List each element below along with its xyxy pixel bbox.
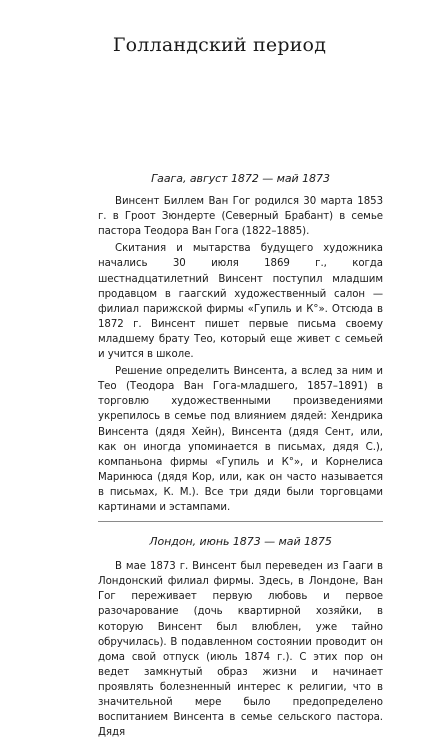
paragraph: Скитания и мытарства будущего художника начались 30 июля 1869 г., когда шестнадцатилетний Винсент поступил младшим продавцом в гаагский художественный салон — филиал парижской фирмы «Гупиль и К°». Отсюда в 1872 г. Винсент пишет первые письма своему младшему брату Тео, который еще живет с семьей и учится в школе.	[98, 243, 383, 361]
section-heading-hague: Гаага, август 1872 — май 1873	[151, 172, 330, 185]
paragraph: Винсент Биллем Ван Гог родился 30 марта 1853 г. в Гроот Зюндерте (Северный Брабант) в семье пастора Теодора Ван Гога (1822–1885).	[98, 196, 383, 238]
page-content	[98, 171, 383, 742]
paragraph: В мае 1873 г. Винсент был переведен из Гааги в Лондонский филиал фирмы. Здесь, в Лондоне, Ван Гог переживает первую любовь и первое разочарование (дочь квартирной хозяйки, в которую Винсент был влюблен, уже тайно обручилась). В подавленном состоянии проводит он дома свой отпуск (июль 1874 г.). С этих пор он ведет замкнутый образ жизни и начинает проявлять болезненный интерес к религии, что в значительной мере было предопределено воспитанием Винсента в семье сельского пастора. Дядя	[98, 561, 383, 739]
paragraph: Решение определить Винсента, а вслед за ним и Тео (Теодора Ван Гога-младшего, 1857–1891) в торговлю художественными произведениями укрепилось в семье под влиянием дядей: Хендрика Винсента (дядя Хейн), Винсента (дядя Сент, или, как он иногда упоминается в письмах, дядя С.), компаньона фирмы «Гупиль и К°», и Корнелиса Маринюса (дядя Кор, или, как он часто называется в письмах, К. М.). Все три дяди были торговцами картинами и эстампами.	[98, 366, 383, 513]
section-divider	[98, 521, 383, 522]
section-heading-london: Лондон, июнь 1873 — май 1875	[149, 535, 332, 549]
chapter-title: Голландский период	[112, 34, 327, 56]
